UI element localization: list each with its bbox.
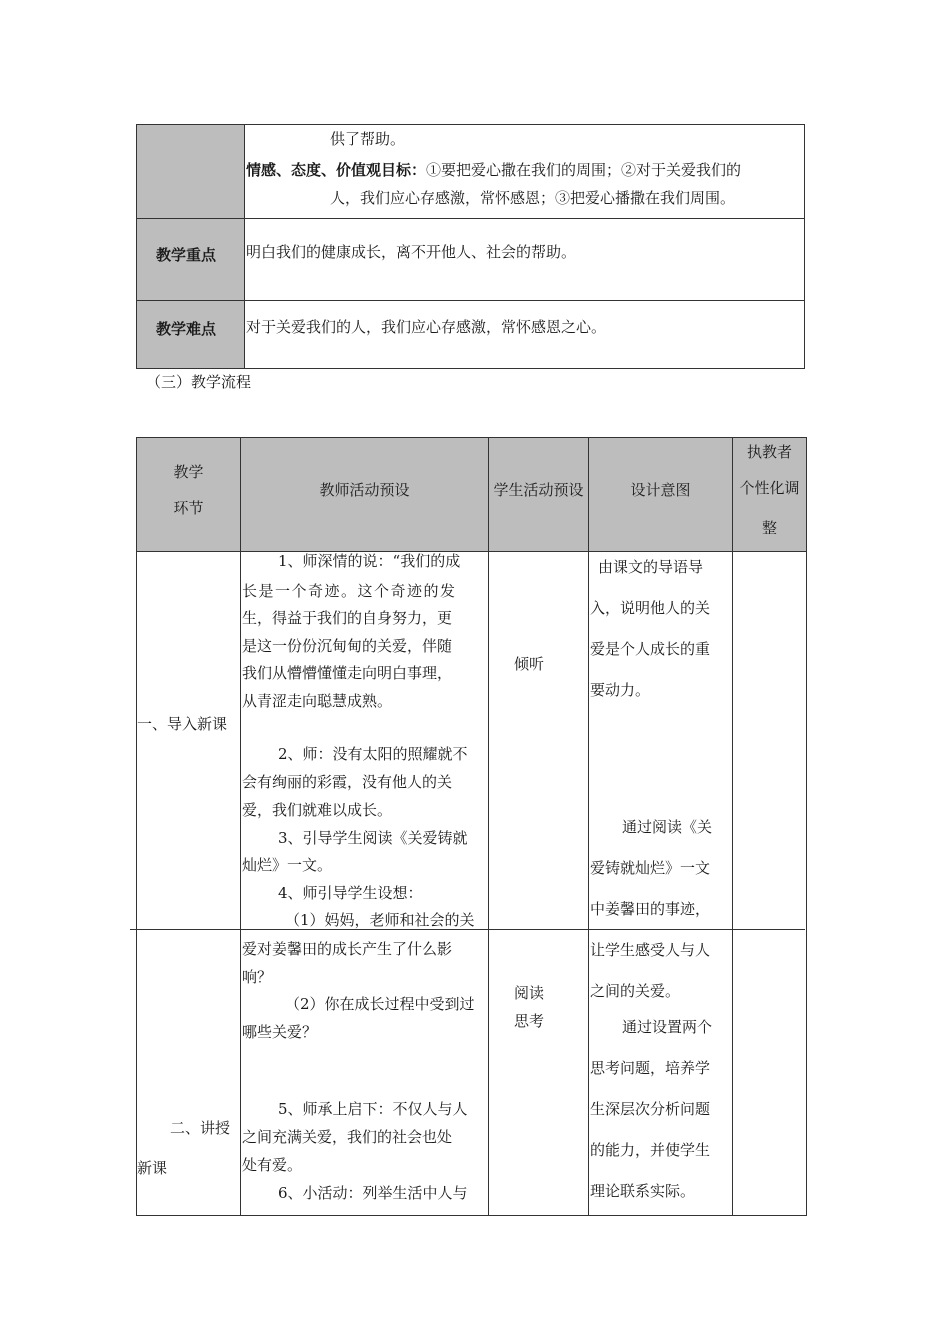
intent-line: 由课文的导语导 xyxy=(598,558,704,576)
intent-line: 要动力。 xyxy=(590,681,651,699)
teacher-line: 6、小活动：列举生活中人与 xyxy=(278,1184,468,1202)
teacher-line: （2）你在成长过程中受到过 xyxy=(285,995,475,1013)
intent-line: 思考问题，培养学 xyxy=(590,1059,711,1077)
teacher-line: 会有绚丽的彩霞，没有他人的关 xyxy=(242,773,453,791)
intent-line: 通过阅读《关 xyxy=(622,818,713,836)
key-point-content: 明白我们的健康成长，离不开他人、社会的帮助。 xyxy=(246,243,577,261)
emotion-goal-line2: 人，我们应心存感激，常怀感恩；③把爱心播撒在我们周围。 xyxy=(330,189,736,207)
teacher-line: 处有爱。 xyxy=(242,1156,303,1174)
teacher-line: 5、师承上启下：不仅人与人 xyxy=(278,1100,468,1118)
teacher-line: 响？ xyxy=(242,968,273,986)
header-adjust-line3: 整 xyxy=(761,519,777,537)
intent-line: 爱是个人成长的重 xyxy=(590,640,711,658)
student-activity-think: 思考 xyxy=(514,1012,545,1030)
teacher-line: 爱对姜馨田的成长产生了什么影 xyxy=(242,940,453,958)
intent-line: 通过设置两个 xyxy=(622,1018,713,1036)
teacher-line: 长是一个奇迹。这个奇迹的发 xyxy=(242,582,457,600)
teacher-line: 爱，我们就难以成长。 xyxy=(242,801,393,819)
emotion-goal-line1 xyxy=(246,159,741,181)
key-point-label: 教学重点 xyxy=(156,246,217,264)
teacher-line: 是这一份份沉甸甸的关爱，伴随 xyxy=(242,637,453,655)
teacher-line: 4、师引导学生设想： xyxy=(278,884,423,902)
difficult-point-label: 教学难点 xyxy=(156,320,217,338)
goal-continued-text: 供了帮助。 xyxy=(330,130,406,148)
intent-line: 的能力，并使学生 xyxy=(590,1141,711,1159)
teacher-line: 从青涩走向聪慧成熟。 xyxy=(242,692,393,710)
student-activity-listen: 倾听 xyxy=(514,655,545,673)
teacher-line: 哪些关爱？ xyxy=(242,1023,318,1041)
emotion-goal-label: 情感、态度、价值观目标： xyxy=(246,161,427,179)
intent-line: 生深层次分析问题 xyxy=(590,1100,711,1118)
intent-line: 让学生感受人与人 xyxy=(590,941,711,959)
intent-line: 爱铸就灿烂》一文 xyxy=(590,859,711,877)
section-title: （三）教学流程 xyxy=(146,373,252,391)
teacher-line: 之间充满关爱，我们的社会也处 xyxy=(242,1128,453,1146)
intent-line: 理论联系实际。 xyxy=(590,1182,696,1200)
stage-teaching-line2: 新课 xyxy=(137,1159,168,1177)
header-adjust-line2: 个性化调 xyxy=(739,479,800,497)
emotion-goal-text: ①要把爱心撒在我们的周围；②对于关爱我们的 xyxy=(426,161,742,179)
teacher-line: 生，得益于我们的自身努力，更 xyxy=(242,609,453,627)
header-student: 学生活动预设 xyxy=(493,481,584,499)
header-teacher: 教师活动预设 xyxy=(319,481,410,499)
teacher-line: 1、师深情的说：“我们的成 xyxy=(278,552,461,570)
teacher-line: （1）妈妈，老师和社会的关 xyxy=(285,911,475,929)
header-intent: 设计意图 xyxy=(630,481,691,499)
difficult-point-content: 对于关爱我们的人，我们应心存感激，常怀感恩之心。 xyxy=(246,318,607,336)
teacher-line: 灿烂》一文。 xyxy=(242,856,333,874)
intent-line: 之间的关爱。 xyxy=(590,982,681,1000)
intent-line: 入，说明他人的关 xyxy=(590,599,711,617)
header-stage-line2: 环节 xyxy=(173,499,204,517)
header-adjust-line1: 执教者 xyxy=(746,443,792,461)
student-activity-read: 阅读 xyxy=(514,984,545,1002)
stage-intro: 一、导入新课 xyxy=(137,715,228,733)
teacher-line: 我们从懵懵懂懂走向明白事理， xyxy=(242,664,453,682)
stage-teaching-line1: 二、讲授 xyxy=(170,1119,231,1137)
intent-line: 中姜馨田的事迹， xyxy=(590,900,711,918)
teacher-line: 2、师：没有太阳的照耀就不 xyxy=(278,745,468,763)
teacher-line: 3、引导学生阅读《关爱铸就 xyxy=(278,829,468,847)
header-stage-line1: 教学 xyxy=(173,463,204,481)
